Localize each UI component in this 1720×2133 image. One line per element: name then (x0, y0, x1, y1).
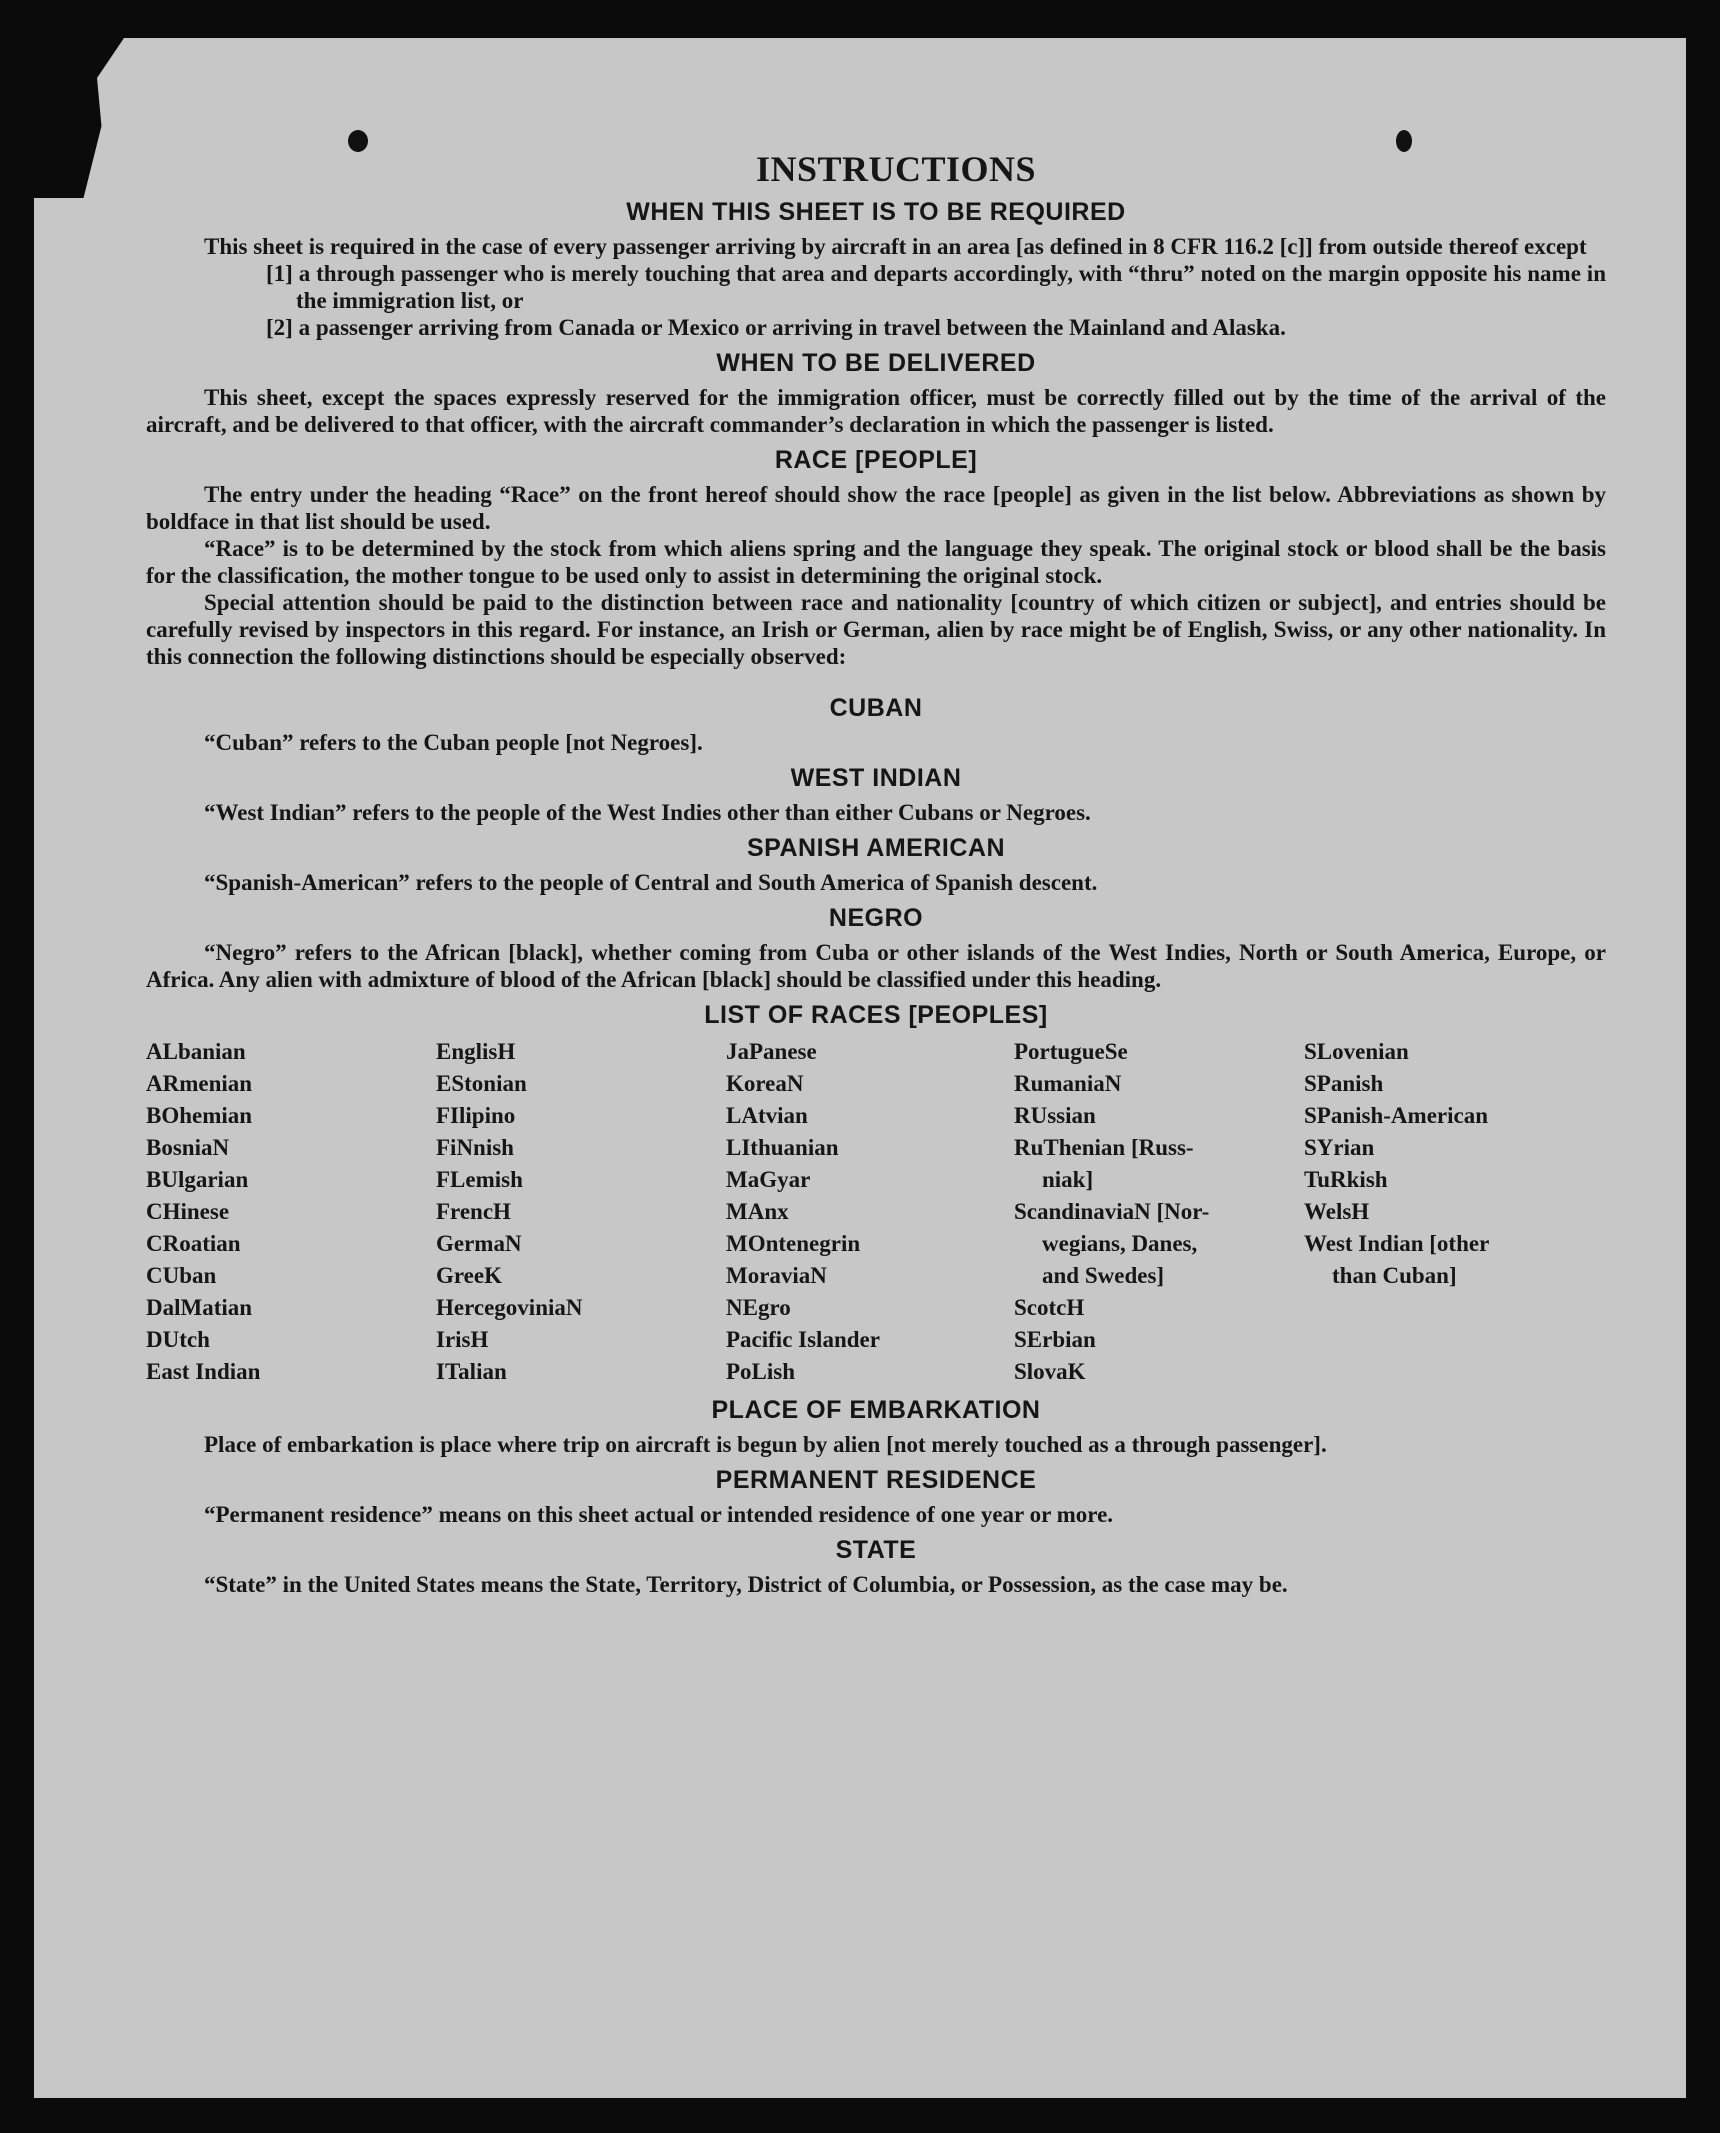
spanish-american-text: “Spanish-American” refers to the people of Central and South America of Spanish descent. (204, 870, 1098, 895)
when-required-item-1: [1] a through passenger who is merely touching that area and departs accordingly, with “thru” noted on the margin opposite his name in the immigration list, or (266, 261, 1606, 313)
heading-cuban: CUBAN (829, 694, 923, 722)
race-paragraph-2: “Race” is to be determined by the stock from which aliens spring and the language they speak. The original stock or blood shall be the basis for the classification, the mother tongue to be used only to assist in determining the original stock. (146, 536, 1606, 588)
race-entry: NEgro (726, 1295, 791, 1320)
race-entry: West Indian [other (1304, 1231, 1490, 1256)
race-entry: BosniaN (146, 1135, 230, 1160)
race-entry: FiNnish (436, 1135, 514, 1160)
race-entry: EnglisH (436, 1039, 516, 1064)
races-list (146, 1036, 1606, 1388)
heading-negro: NEGRO (828, 904, 924, 932)
race-entry: SPanish (1304, 1071, 1384, 1096)
race-entry: TuRkish (1304, 1167, 1388, 1192)
race-entry: KoreaN (726, 1071, 804, 1096)
race-entry: SPanish-American (1304, 1103, 1488, 1128)
race-entry: LAtvian (726, 1103, 808, 1128)
race-entry: DUtch (146, 1327, 210, 1352)
race-entry: CRoatian (146, 1231, 241, 1256)
race-entry: wegians, Danes, (1042, 1231, 1198, 1256)
cuban-text: “Cuban” refers to the Cuban people [not Negroes]. (204, 730, 703, 755)
race-entry: Pacific Islander (726, 1327, 880, 1352)
races-column-1 (146, 1036, 436, 1388)
heading-permanent-residence: PERMANENT RESIDENCE (715, 1466, 1037, 1494)
residence-text: “Permanent residence” means on this sheet actual or intended residence of one year or more. (204, 1502, 1114, 1527)
race-entry: LIthuanian (726, 1135, 839, 1160)
when-required-item-2: [2] a passenger arriving from Canada or Mexico or arriving in travel between the Mainland and Alaska. (266, 315, 1286, 340)
heading-list-of-races: LIST OF RACES [PEOPLES] (704, 1001, 1048, 1029)
west-indian-text: “West Indian” refers to the people of the West Indies other than either Cubans or Negroes. (204, 800, 1091, 825)
heading-race: RACE [PEOPLE] (774, 446, 978, 474)
race-entry: BOhemian (146, 1103, 253, 1128)
heading-embarkation: PLACE OF EMBARKATION (711, 1396, 1041, 1424)
race-entry: WelsH (1304, 1199, 1370, 1224)
race-entry: ITalian (436, 1359, 507, 1384)
race-entry: SYrian (1304, 1135, 1375, 1160)
race-entry: RumaniaN (1014, 1071, 1122, 1096)
state-text: “State” in the United States means the State, Territory, District of Columbia, or Possession, as the case may be. (204, 1572, 1288, 1597)
race-paragraph-1: The entry under the heading “Race” on the front hereof should show the race [people] as given in the list below. Abbreviations as shown by boldface in that list should be used. (146, 482, 1606, 534)
race-entry: MOntenegrin (726, 1231, 861, 1256)
race-entry: FIlipino (436, 1103, 516, 1128)
races-column-5 (1304, 1036, 1594, 1388)
heading-west-indian: WEST INDIAN (790, 764, 962, 792)
heading-state: STATE (835, 1536, 917, 1564)
race-entry: MaGyar (726, 1167, 811, 1192)
when-delivered-text: This sheet, except the spaces expressly reserved for the immigration officer, must be correctly filled out by the time of the arrival of the aircraft, and be delivered to that officer, with the aircraft commander’s declaration in which the passenger is listed. (146, 385, 1606, 437)
race-entry: ALbanian (146, 1039, 246, 1064)
races-column-3 (726, 1036, 1014, 1388)
race-entry: SlovaK (1014, 1359, 1086, 1384)
race-entry: ScotcH (1014, 1295, 1085, 1320)
race-entry: and Swedes] (1042, 1263, 1165, 1288)
document-page (34, 38, 1686, 2098)
race-entry: IrisH (436, 1327, 489, 1352)
race-entry: BUlgarian (146, 1167, 249, 1192)
races-column-2 (436, 1036, 726, 1388)
race-entry: ARmenian (146, 1071, 253, 1096)
race-entry: EStonian (436, 1071, 527, 1096)
race-entry: JaPanese (726, 1039, 817, 1064)
race-entry: niak] (1042, 1167, 1094, 1192)
page-title: INSTRUCTIONS (755, 149, 1037, 189)
embarkation-text: Place of embarkation is place where trip on aircraft is begun by alien [not merely touched as a through passenger]. (204, 1432, 1327, 1457)
punch-hole-left (348, 130, 368, 152)
heading-when-delivered: WHEN TO BE DELIVERED (716, 349, 1036, 377)
race-entry: SLovenian (1304, 1039, 1409, 1064)
heading-spanish-american: SPANISH AMERICAN (746, 834, 1005, 862)
race-entry: SErbian (1014, 1327, 1096, 1352)
race-entry: RuThenian [Russ- (1014, 1135, 1194, 1160)
punch-hole-right (1396, 130, 1412, 152)
race-entry: HercegoviniaN (436, 1295, 583, 1320)
race-entry: PortugueSe (1014, 1039, 1128, 1064)
race-entry: GreeK (436, 1263, 502, 1288)
race-entry: MAnx (726, 1199, 789, 1224)
race-entry: RUssian (1014, 1103, 1096, 1128)
race-entry: MoraviaN (726, 1263, 827, 1288)
race-entry: CUban (146, 1263, 217, 1288)
race-entry: DalMatian (146, 1295, 253, 1320)
race-entry: East Indian (146, 1359, 261, 1384)
race-entry: FLemish (436, 1167, 523, 1192)
race-entry: CHinese (146, 1199, 230, 1224)
torn-corner (34, 38, 124, 198)
when-required-intro: This sheet is required in the case of every passenger arriving by aircraft in an area [as defined in 8 CFR 116.2 [c]] from outside thereof except (204, 234, 1587, 259)
race-entry: ScandinaviaN [Nor- (1014, 1199, 1210, 1224)
race-paragraph-3: Special attention should be paid to the distinction between race and nationality [country of which citizen or subject], and entries should be carefully revised by inspectors in this regard. For instance, an Irish or German, alien by race might be of English, Swiss, or any other nationality. In this connection the following distinctions should be especially observed: (146, 590, 1606, 669)
races-column-4 (1014, 1036, 1304, 1388)
negro-text: “Negro” refers to the African [black], whether coming from Cuba or other islands of the West Indies, North or South America, Europe, or Africa. Any alien with admixture of blood of the African [black] should be classified under this heading. (146, 940, 1606, 992)
race-entry: PoLish (726, 1359, 796, 1384)
race-entry: than Cuban] (1332, 1263, 1457, 1288)
heading-when-required: WHEN THIS SHEET IS TO BE REQUIRED (626, 198, 1126, 226)
race-entry: FrencH (436, 1199, 511, 1224)
race-entry: GermaN (436, 1231, 522, 1256)
